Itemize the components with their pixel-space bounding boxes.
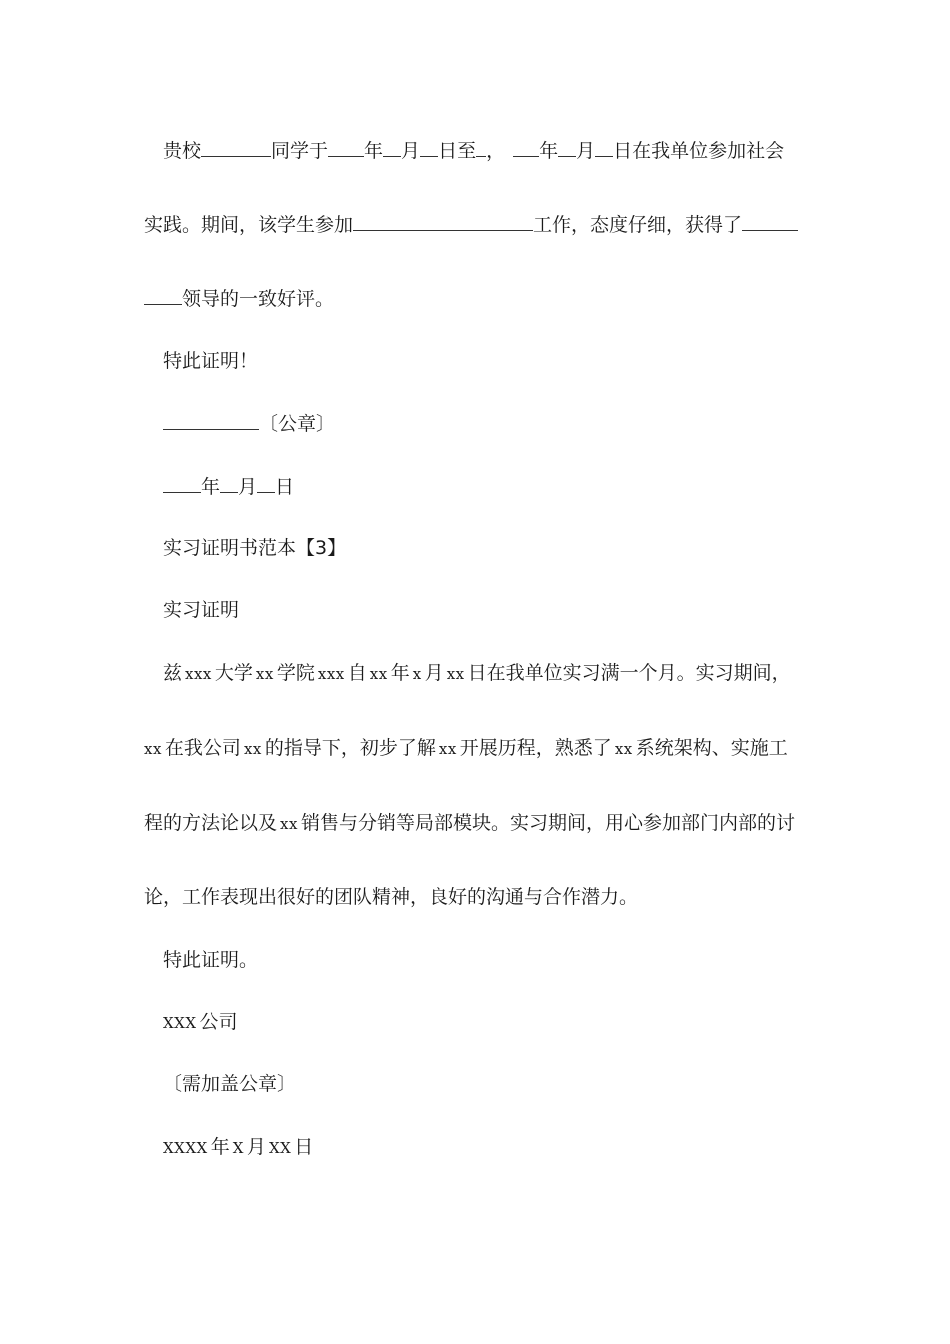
text-hereby: 兹 <box>163 662 183 684</box>
text-company: 公司 <box>199 1011 238 1033</box>
placeholder-day: xx <box>446 665 465 683</box>
text-year: 年 <box>390 662 410 684</box>
text-development-history: 开展历程，熟悉了 <box>459 737 612 759</box>
placeholder-date-month: X <box>232 1139 244 1157</box>
cert2-paragraph-line-3 <box>144 811 814 836</box>
placeholder-date-day: XX <box>268 1139 292 1157</box>
text-year: 年 <box>364 140 384 162</box>
placeholder-college: xx <box>255 665 274 683</box>
placeholder-month: x <box>412 665 422 683</box>
text-comma: ， <box>486 140 506 162</box>
text-day-to: 日至 <box>438 140 477 162</box>
text-social-practice: 日在我单位参加社会 <box>613 140 785 162</box>
cert2-paragraph-line-4: 论，工作表现出很好的团队精神，良好的沟通与合作潜力。 <box>144 886 639 908</box>
placeholder-module: xx <box>280 815 298 833</box>
cert2-company <box>163 1010 833 1035</box>
blank-date-day <box>257 474 275 493</box>
text-praise: 领导的一致好评。 <box>182 288 335 310</box>
blank-end-month <box>558 138 576 157</box>
text-system-architecture: 系统架构、实施工 <box>635 737 788 759</box>
blank-date-year <box>163 474 201 493</box>
blank-to <box>476 138 486 157</box>
text-college: 学院 <box>276 662 315 684</box>
placeholder-development: xx <box>438 740 457 758</box>
text-practice-participate: 实践。期间，该学生参加 <box>144 214 354 236</box>
text-school-prefix: 贵校 <box>163 140 202 162</box>
placeholder-company-name: XXX <box>163 1014 197 1032</box>
cert2-date <box>163 1135 833 1160</box>
blank-start-day <box>420 138 438 157</box>
placeholder-mentor: xx <box>243 740 262 758</box>
placeholder-university: xxx <box>185 665 212 683</box>
cert1-paragraph-line-2 <box>144 212 814 237</box>
text-date-month: 月 <box>238 476 258 498</box>
text-date-month: 月 <box>246 1136 266 1158</box>
blank-work-type <box>353 212 533 231</box>
text-date-year: 年 <box>210 1136 230 1158</box>
cert1-seal-line <box>163 411 833 436</box>
text-date-year: 年 <box>201 476 221 498</box>
blank-date-month <box>220 474 238 493</box>
sample-heading: 实习证明书范本【3】 <box>163 537 347 559</box>
text-date-day: 日 <box>275 476 295 498</box>
blank-end-day <box>595 138 613 157</box>
placeholder-date-year: XXXX <box>163 1139 208 1157</box>
blank-end-year <box>513 138 539 157</box>
text-guidance: 的指导下，初步了解 <box>264 737 436 759</box>
text-work-attitude: 工作，态度仔细，获得了 <box>533 214 743 236</box>
blank-student-name <box>201 138 271 157</box>
cert1-date-line <box>163 474 833 499</box>
text-month: 月 <box>424 662 444 684</box>
cert2-paragraph-line-2 <box>144 736 814 761</box>
text-seal: 〔公章〕 <box>259 413 336 435</box>
blank-start-month <box>383 138 401 157</box>
text-from: 自 <box>347 662 367 684</box>
placeholder-year: xx <box>369 665 388 683</box>
text-month: 月 <box>401 140 421 162</box>
text-sales-distribution: 销售与分销等局部模块。实习期间，用心参加部门内部的讨 <box>300 812 795 834</box>
blank-dept-cont <box>144 286 182 305</box>
placeholder-intern: xx <box>144 740 162 758</box>
cert2-paragraph-line-1 <box>163 661 833 686</box>
cert2-closing: 特此证明。 <box>163 949 259 971</box>
text-year-2: 年 <box>539 140 559 162</box>
cert2-seal-note: 〔需加盖公章〕 <box>163 1073 297 1095</box>
blank-unit-name <box>163 411 259 430</box>
blank-dept <box>742 212 798 231</box>
placeholder-student: xxx <box>317 665 345 683</box>
cert2-title: 实习证明 <box>163 599 240 621</box>
placeholder-system: xx <box>614 740 633 758</box>
text-university: 大学 <box>214 662 253 684</box>
blank-start-year <box>328 138 364 157</box>
text-at-company: 在我公司 <box>164 737 241 759</box>
cert1-paragraph-line-1 <box>163 138 833 163</box>
cert1-closing: 特此证明！ <box>163 350 259 372</box>
text-month-2: 月 <box>576 140 596 162</box>
text-internship-month: 日在我单位实习满一个月。实习期间， <box>467 662 791 684</box>
text-methodology: 程的方法论以及 <box>144 812 278 834</box>
text-date-day: 日 <box>294 1136 314 1158</box>
text-student-at: 同学于 <box>271 140 329 162</box>
cert1-paragraph-line-3 <box>144 286 814 311</box>
